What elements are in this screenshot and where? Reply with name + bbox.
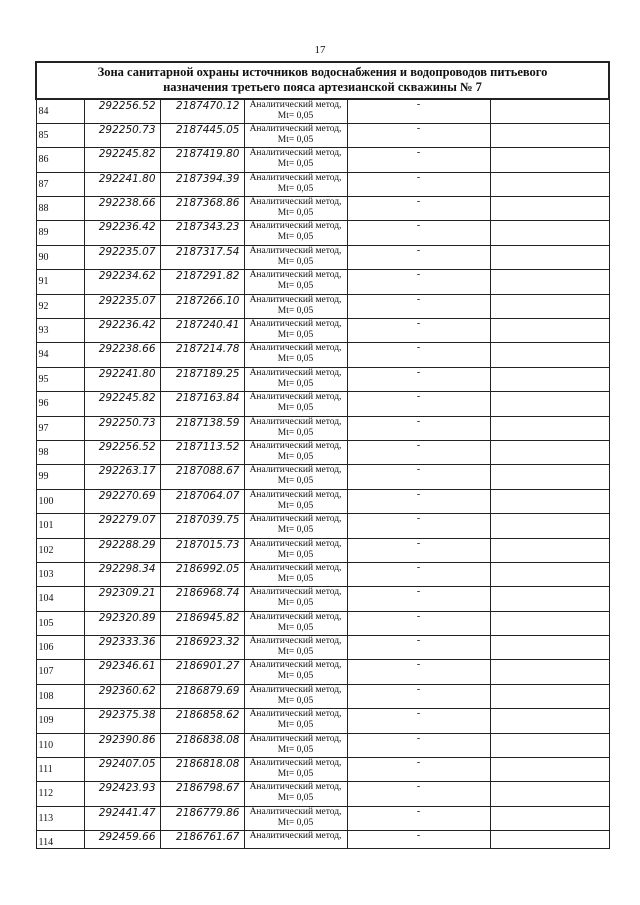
method-cell bbox=[244, 636, 347, 660]
empty-cell bbox=[490, 245, 609, 269]
empty-cell bbox=[490, 831, 609, 849]
method-mt: Mt= 0,05 bbox=[277, 256, 314, 267]
dash-cell: - bbox=[347, 367, 490, 391]
table-row bbox=[36, 806, 609, 830]
method-cell bbox=[244, 806, 347, 830]
method-label: Аналитический метод, bbox=[249, 270, 342, 281]
coord-x: 292333.36 bbox=[84, 636, 160, 660]
point-number: 111 bbox=[36, 758, 84, 782]
point-number: 100 bbox=[36, 489, 84, 513]
dash-cell: - bbox=[347, 123, 490, 147]
empty-cell bbox=[490, 343, 609, 367]
coord-x: 292270.69 bbox=[84, 489, 160, 513]
method-mt: Mt= 0,05 bbox=[277, 403, 314, 414]
empty-cell bbox=[490, 758, 609, 782]
dash-cell: - bbox=[347, 782, 490, 806]
coord-y: 2187291.82 bbox=[160, 270, 244, 294]
table-row bbox=[36, 148, 609, 172]
point-number: 109 bbox=[36, 709, 84, 733]
coord-y: 2187394.39 bbox=[160, 172, 244, 196]
coord-x: 292346.61 bbox=[84, 660, 160, 684]
method-label: Аналитический метод, bbox=[249, 733, 342, 744]
table-row bbox=[36, 172, 609, 196]
empty-cell bbox=[490, 587, 609, 611]
dash-cell: - bbox=[347, 221, 490, 245]
point-number: 84 bbox=[36, 99, 84, 123]
method-mt: Mt= 0,05 bbox=[277, 476, 314, 487]
table-row bbox=[36, 660, 609, 684]
method-mt: Mt= 0,05 bbox=[277, 354, 314, 365]
method-label: Аналитический метод, bbox=[249, 611, 342, 622]
table-row bbox=[36, 709, 609, 733]
point-number: 92 bbox=[36, 294, 84, 318]
dash-cell: - bbox=[347, 294, 490, 318]
point-number: 97 bbox=[36, 416, 84, 440]
coord-y: 2187419.80 bbox=[160, 148, 244, 172]
coord-x: 292279.07 bbox=[84, 514, 160, 538]
method-cell bbox=[244, 392, 347, 416]
table-row bbox=[36, 782, 609, 806]
title-line-2: назначения третьего пояса артезианской скважины № 7 bbox=[163, 80, 482, 94]
coord-y: 2186968.74 bbox=[160, 587, 244, 611]
method-label: Аналитический метод, bbox=[249, 245, 342, 256]
table-row bbox=[36, 197, 609, 221]
method-mt: Mt= 0,05 bbox=[277, 720, 314, 731]
empty-cell bbox=[490, 611, 609, 635]
method-label: Аналитический метод, bbox=[249, 782, 342, 793]
coord-y: 2187214.78 bbox=[160, 343, 244, 367]
table-body bbox=[36, 62, 609, 849]
method-mt: Mt= 0,05 bbox=[277, 159, 314, 170]
method-cell bbox=[244, 245, 347, 269]
point-number: 112 bbox=[36, 782, 84, 806]
method-label: Аналитический метод, bbox=[249, 538, 342, 549]
coord-x: 292250.73 bbox=[84, 123, 160, 147]
table-row bbox=[36, 245, 609, 269]
method-mt: Mt= 0,05 bbox=[277, 793, 314, 804]
point-number: 94 bbox=[36, 343, 84, 367]
method-label: Аналитический метод, bbox=[249, 465, 342, 476]
empty-cell bbox=[490, 782, 609, 806]
empty-cell bbox=[490, 392, 609, 416]
method-mt: Mt= 0,05 bbox=[277, 573, 314, 584]
dash-cell: - bbox=[347, 587, 490, 611]
method-mt: Mt= 0,05 bbox=[277, 744, 314, 755]
method-mt: Mt= 0,05 bbox=[277, 525, 314, 536]
dash-cell: - bbox=[347, 758, 490, 782]
point-number: 102 bbox=[36, 538, 84, 562]
table-row bbox=[36, 440, 609, 464]
method-cell bbox=[244, 562, 347, 586]
coord-y: 2186798.67 bbox=[160, 782, 244, 806]
method-label: Аналитический метод, bbox=[249, 709, 342, 720]
method-mt: Mt= 0,05 bbox=[277, 378, 314, 389]
method-mt: Mt= 0,05 bbox=[277, 281, 314, 292]
coord-x: 292236.42 bbox=[84, 319, 160, 343]
method-label: Аналитический метод, bbox=[249, 489, 342, 500]
coord-y: 2187189.25 bbox=[160, 367, 244, 391]
point-number: 93 bbox=[36, 319, 84, 343]
empty-cell bbox=[490, 465, 609, 489]
point-number: 96 bbox=[36, 392, 84, 416]
title-line-1: Зона санитарной охраны источников водоснабжения и водопроводов питьевого bbox=[97, 65, 548, 79]
coord-x: 292441.47 bbox=[84, 806, 160, 830]
method-cell bbox=[244, 294, 347, 318]
method-label: Аналитический метод, bbox=[249, 319, 342, 330]
table-row bbox=[36, 221, 609, 245]
point-number: 99 bbox=[36, 465, 84, 489]
coord-y: 2187240.41 bbox=[160, 319, 244, 343]
method-cell bbox=[244, 319, 347, 343]
empty-cell bbox=[490, 806, 609, 830]
coord-x: 292309.21 bbox=[84, 587, 160, 611]
point-number: 101 bbox=[36, 514, 84, 538]
coord-y: 2187088.67 bbox=[160, 465, 244, 489]
method-cell bbox=[244, 197, 347, 221]
point-number: 110 bbox=[36, 733, 84, 757]
dash-cell: - bbox=[347, 684, 490, 708]
dash-cell: - bbox=[347, 148, 490, 172]
method-cell bbox=[244, 440, 347, 464]
method-mt: Mt= 0,05 bbox=[277, 500, 314, 511]
method-cell bbox=[244, 172, 347, 196]
dash-cell: - bbox=[347, 197, 490, 221]
coord-x: 292238.66 bbox=[84, 343, 160, 367]
table-row bbox=[36, 636, 609, 660]
method-label: Аналитический метод, bbox=[249, 294, 342, 305]
empty-cell bbox=[490, 99, 609, 123]
method-cell bbox=[244, 709, 347, 733]
method-cell bbox=[244, 367, 347, 391]
method-cell bbox=[244, 514, 347, 538]
method-label: Аналитический метод, bbox=[249, 343, 342, 354]
dash-cell: - bbox=[347, 416, 490, 440]
coord-x: 292459.66 bbox=[84, 831, 160, 849]
method-cell bbox=[244, 733, 347, 757]
coord-x: 292298.34 bbox=[84, 562, 160, 586]
method-label: Аналитический метод, bbox=[249, 367, 342, 378]
point-number: 108 bbox=[36, 684, 84, 708]
method-mt: Mt= 0,05 bbox=[277, 134, 314, 145]
point-number: 105 bbox=[36, 611, 84, 635]
method-mt: Mt= 0,05 bbox=[277, 622, 314, 633]
method-mt: Mt= 0,05 bbox=[277, 183, 314, 194]
table-row bbox=[36, 562, 609, 586]
title-row bbox=[36, 62, 609, 99]
coord-x: 292360.62 bbox=[84, 684, 160, 708]
empty-cell bbox=[490, 294, 609, 318]
method-mt: Mt= 0,05 bbox=[277, 111, 314, 121]
method-mt: Mt= 0,05 bbox=[277, 305, 314, 316]
coord-y: 2187343.23 bbox=[160, 221, 244, 245]
coord-x: 292288.29 bbox=[84, 538, 160, 562]
method-label: Аналитический метод, bbox=[249, 416, 342, 427]
method-cell bbox=[244, 148, 347, 172]
method-label: Аналитический метод, bbox=[249, 221, 342, 232]
empty-cell bbox=[490, 367, 609, 391]
coord-y: 2186945.82 bbox=[160, 611, 244, 635]
coord-y: 2187470.12 bbox=[160, 99, 244, 123]
coord-y: 2187039.75 bbox=[160, 514, 244, 538]
method-label: Аналитический метод, bbox=[249, 514, 342, 525]
empty-cell bbox=[490, 172, 609, 196]
coord-y: 2187445.05 bbox=[160, 123, 244, 147]
table-row bbox=[36, 343, 609, 367]
coord-y: 2187138.59 bbox=[160, 416, 244, 440]
table-row bbox=[36, 733, 609, 757]
method-cell bbox=[244, 782, 347, 806]
coord-y: 2187317.54 bbox=[160, 245, 244, 269]
coord-x: 292245.82 bbox=[84, 392, 160, 416]
method-mt: Mt= 0,05 bbox=[277, 671, 314, 682]
dash-cell: - bbox=[347, 611, 490, 635]
empty-cell bbox=[490, 319, 609, 343]
method-label: Аналитический метод, bbox=[249, 562, 342, 573]
coord-y: 2187064.07 bbox=[160, 489, 244, 513]
method-cell bbox=[244, 416, 347, 440]
coordinates-table bbox=[35, 61, 610, 849]
empty-cell bbox=[490, 514, 609, 538]
coord-x: 292241.80 bbox=[84, 367, 160, 391]
empty-cell bbox=[490, 709, 609, 733]
method-label: Аналитический метод, bbox=[249, 123, 342, 134]
method-cell bbox=[244, 465, 347, 489]
dash-cell: - bbox=[347, 514, 490, 538]
point-number: 103 bbox=[36, 562, 84, 586]
dash-cell: - bbox=[347, 343, 490, 367]
empty-cell bbox=[490, 684, 609, 708]
point-number: 107 bbox=[36, 660, 84, 684]
table-row bbox=[36, 758, 609, 782]
point-number: 86 bbox=[36, 148, 84, 172]
point-number: 104 bbox=[36, 587, 84, 611]
page-number: 17 bbox=[314, 44, 326, 56]
method-cell bbox=[244, 489, 347, 513]
coord-x: 292256.52 bbox=[84, 99, 160, 123]
empty-cell bbox=[490, 636, 609, 660]
method-label: Аналитический метод, bbox=[249, 440, 342, 451]
method-mt: Mt= 0,05 bbox=[277, 549, 314, 560]
method-label: Аналитический метод, bbox=[249, 660, 342, 671]
point-number: 98 bbox=[36, 440, 84, 464]
empty-cell bbox=[490, 270, 609, 294]
coord-x: 292256.52 bbox=[84, 440, 160, 464]
method-label: Аналитический метод, bbox=[249, 197, 342, 208]
coord-y: 2186858.62 bbox=[160, 709, 244, 733]
table-row bbox=[36, 416, 609, 440]
coord-x: 292245.82 bbox=[84, 148, 160, 172]
empty-cell bbox=[490, 148, 609, 172]
coord-x: 292234.62 bbox=[84, 270, 160, 294]
coord-y: 2186818.08 bbox=[160, 758, 244, 782]
coord-x: 292390.86 bbox=[84, 733, 160, 757]
method-mt: Mt= 0,05 bbox=[277, 695, 314, 706]
method-cell bbox=[244, 831, 347, 849]
method-label: Аналитический метод, bbox=[249, 758, 342, 769]
point-number: 88 bbox=[36, 197, 84, 221]
point-number: 89 bbox=[36, 221, 84, 245]
coord-x: 292241.80 bbox=[84, 172, 160, 196]
coord-y: 2187113.52 bbox=[160, 440, 244, 464]
method-cell bbox=[244, 270, 347, 294]
empty-cell bbox=[490, 123, 609, 147]
method-label: Аналитический метод, bbox=[249, 684, 342, 695]
coord-y: 2186879.69 bbox=[160, 684, 244, 708]
empty-cell bbox=[490, 733, 609, 757]
point-number: 91 bbox=[36, 270, 84, 294]
coord-y: 2186779.86 bbox=[160, 806, 244, 830]
dash-cell: - bbox=[347, 709, 490, 733]
coord-x: 292263.17 bbox=[84, 465, 160, 489]
method-label: Аналитический метод, bbox=[249, 587, 342, 598]
table-row bbox=[36, 367, 609, 391]
point-number: 95 bbox=[36, 367, 84, 391]
method-label: Аналитический метод, bbox=[249, 806, 342, 817]
method-mt: Mt= 0,05 bbox=[277, 232, 314, 243]
method-mt: Mt= 0,05 bbox=[277, 330, 314, 341]
empty-cell bbox=[490, 197, 609, 221]
method-mt: Mt= 0,05 bbox=[277, 769, 314, 780]
method-cell bbox=[244, 587, 347, 611]
coord-y: 2187163.84 bbox=[160, 392, 244, 416]
empty-cell bbox=[490, 538, 609, 562]
dash-cell: - bbox=[347, 319, 490, 343]
empty-cell bbox=[490, 489, 609, 513]
method-label: Аналитический метод, bbox=[249, 172, 342, 183]
method-mt: Mt= 0,05 bbox=[277, 598, 314, 609]
coord-x: 292320.89 bbox=[84, 611, 160, 635]
dash-cell: - bbox=[347, 270, 490, 294]
method-label: Аналитический метод, bbox=[249, 636, 342, 647]
coord-x: 292235.07 bbox=[84, 294, 160, 318]
coord-x: 292375.38 bbox=[84, 709, 160, 733]
method-label: Аналитический метод, bbox=[249, 148, 342, 159]
table-row bbox=[36, 684, 609, 708]
point-number: 85 bbox=[36, 123, 84, 147]
dash-cell: - bbox=[347, 733, 490, 757]
dash-cell: - bbox=[347, 465, 490, 489]
dash-cell: - bbox=[347, 489, 490, 513]
point-number: 114 bbox=[36, 831, 84, 849]
method-label: Аналитический метод, bbox=[249, 392, 342, 403]
coord-x: 292235.07 bbox=[84, 245, 160, 269]
dash-cell: - bbox=[347, 562, 490, 586]
coord-x: 292238.66 bbox=[84, 197, 160, 221]
method-label: Аналитический метод, bbox=[249, 100, 342, 110]
method-mt: Mt= 0,05 bbox=[277, 427, 314, 438]
dash-cell: - bbox=[347, 660, 490, 684]
table-row bbox=[36, 123, 609, 147]
method-cell bbox=[244, 611, 347, 635]
method-cell bbox=[244, 123, 347, 147]
point-number: 90 bbox=[36, 245, 84, 269]
coord-x: 292407.05 bbox=[84, 758, 160, 782]
table-row bbox=[36, 270, 609, 294]
table-row bbox=[36, 392, 609, 416]
table-row bbox=[36, 465, 609, 489]
dash-cell: - bbox=[347, 806, 490, 830]
coord-x: 292236.42 bbox=[84, 221, 160, 245]
dash-cell: - bbox=[347, 538, 490, 562]
coord-x: 292423.93 bbox=[84, 782, 160, 806]
dash-cell: - bbox=[347, 831, 490, 849]
dash-cell: - bbox=[347, 245, 490, 269]
coord-y: 2186923.32 bbox=[160, 636, 244, 660]
table-row bbox=[36, 489, 609, 513]
table-row bbox=[36, 611, 609, 635]
coord-y: 2186761.67 bbox=[160, 831, 244, 849]
table-row bbox=[36, 831, 609, 849]
table-row bbox=[36, 514, 609, 538]
table-row bbox=[36, 587, 609, 611]
dash-cell: - bbox=[347, 172, 490, 196]
method-cell bbox=[244, 221, 347, 245]
method-mt: Mt= 0,05 bbox=[277, 817, 314, 828]
method-label: Аналитический метод, bbox=[249, 831, 342, 842]
coord-y: 2186838.08 bbox=[160, 733, 244, 757]
dash-cell: - bbox=[347, 440, 490, 464]
table-row bbox=[36, 294, 609, 318]
empty-cell bbox=[490, 221, 609, 245]
coord-y: 2186992.05 bbox=[160, 562, 244, 586]
method-cell bbox=[244, 538, 347, 562]
coord-y: 2187368.86 bbox=[160, 197, 244, 221]
empty-cell bbox=[490, 660, 609, 684]
empty-cell bbox=[490, 440, 609, 464]
method-cell bbox=[244, 660, 347, 684]
method-cell bbox=[244, 758, 347, 782]
empty-cell bbox=[490, 416, 609, 440]
table-title bbox=[36, 62, 609, 99]
coord-y: 2187015.73 bbox=[160, 538, 244, 562]
dash-cell: - bbox=[347, 636, 490, 660]
coord-x: 292250.73 bbox=[84, 416, 160, 440]
table-row bbox=[36, 319, 609, 343]
method-mt: Mt= 0,05 bbox=[277, 647, 314, 658]
dash-cell: - bbox=[347, 392, 490, 416]
table-row bbox=[36, 99, 609, 123]
method-cell bbox=[244, 343, 347, 367]
method-cell bbox=[244, 684, 347, 708]
point-number: 87 bbox=[36, 172, 84, 196]
empty-cell bbox=[490, 562, 609, 586]
method-mt: Mt= 0,05 bbox=[277, 208, 314, 219]
method-mt: Mt= 0,05 bbox=[277, 451, 314, 462]
coord-y: 2186901.27 bbox=[160, 660, 244, 684]
coord-y: 2187266.10 bbox=[160, 294, 244, 318]
point-number: 113 bbox=[36, 806, 84, 830]
table-row bbox=[36, 538, 609, 562]
dash-cell: - bbox=[347, 99, 490, 123]
point-number: 106 bbox=[36, 636, 84, 660]
method-cell bbox=[244, 99, 347, 123]
